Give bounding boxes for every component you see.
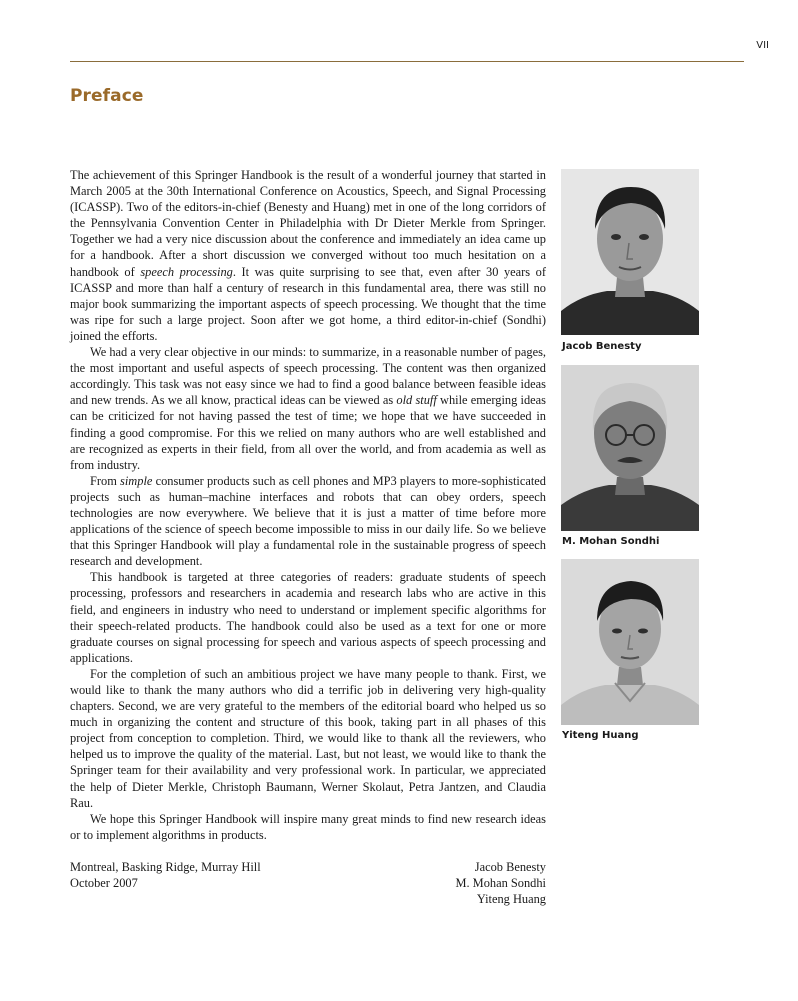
paragraph-6 xyxy=(70,811,546,843)
signoff-names xyxy=(455,859,546,907)
paragraph-4 xyxy=(70,569,546,666)
portrait-image xyxy=(561,365,699,531)
signoff-name: Yiteng Huang xyxy=(476,892,546,907)
preface-body xyxy=(70,167,546,843)
signoff-name: M. Mohan Sondhi xyxy=(455,876,546,891)
portrait-photo xyxy=(561,365,699,531)
text-run: We had a very clear objective in our minds: to summarize, in a reasonable number of pages, the most important and useful aspects of speech processing. The content was then organized accordingly. This task was not easy since we had to find a good balance between feasible ideas and new trends. As we all know, practical ideas can be viewed as xyxy=(70,345,546,408)
paragraph-3 xyxy=(70,473,546,570)
signoff-date: October 2007 xyxy=(70,876,138,891)
page-number: VII xyxy=(756,40,769,51)
emphasis-text: simple xyxy=(120,473,153,488)
text-run: From xyxy=(90,473,121,488)
text-run: For the completion of such an ambitious project we have many people to thank. First, we would like to thank the many authors who did a terrific job in delivering very high-quality chapters. Second, we are very grateful to the members of the editorial board who helped us so much in organizing the content and structure of this book, taking part in all phases of this project from conception to completion. Third, we would like to thank all the reviewers, who helped us to improve the quality of the material. Last, but not least, we would like to thank the Springer team for their availability and very professional work. In particular, we appreciated the help of Dieter Merkle, Christoph Baumann, Werner Skolaut, Petra Jantzen, and Claudia Rau. xyxy=(70,666,546,810)
portrait-caption: M. Mohan Sondhi xyxy=(562,536,660,547)
text-run: We hope this Springer Handbook will inspire many great minds to find new research ideas or to implement algorithms in products. xyxy=(70,811,546,842)
portrait-caption: Jacob Benesty xyxy=(562,341,642,352)
signoff-name: Jacob Benesty xyxy=(474,860,546,874)
portrait-photo xyxy=(561,169,699,335)
text-run: . It was quite surprising to see that, even after 30 years of ICASSP and more than half a century of research in this fundamental area, there was still no major book summarizing the important aspects of speech processing. We thought that the time was ripe for such a large project. Soon after we got home, a third editor-in-chief (Sondhi) joined the efforts. xyxy=(70,264,546,343)
paragraph-2 xyxy=(70,344,546,473)
portrait-photo xyxy=(561,559,699,725)
signoff xyxy=(70,859,546,907)
signoff-place: Montreal, Basking Ridge, Murray Hill xyxy=(70,860,261,874)
text-run: while emerging ideas can be criticized for not having passed the test of time; we hope that we have succeeded in finding a good compromise. For this we relied on many authors who are well established and are recognized as experts in their field, from all over the world, and from academia as well as from industry. xyxy=(70,393,546,472)
emphasis-text: speech processing xyxy=(140,264,233,279)
header-rule xyxy=(70,61,744,62)
paragraph-1 xyxy=(70,167,546,344)
emphasis-text: old stuff xyxy=(396,393,437,408)
section-title: Preface xyxy=(70,86,144,106)
text-run: This handbook is targeted at three categories of readers: graduate students of speech processing, professors and researchers in academia and research labs who are active in this field, and engineers in industry who need to understand or implement specific algorithms for their speech-related products. The handbook could also be used as a text for one or more graduate courses on signal processing for speech and various aspects of speech processing and applications. xyxy=(70,570,546,665)
portrait-image xyxy=(561,559,699,725)
text-run: consumer products such as cell phones and MP3 players to more-sophisticated projects such as human–machine interfaces and robots that can obey orders, speech technologies are now everywhere. We believe that it is just a matter of time before more applications of the science of speech become impossible to miss in our daily life. So we believe that this Springer Handbook will play a fundamental role in the sustainable progress of speech research and development. xyxy=(70,473,546,569)
text-run: The achievement of this Springer Handbook is the result of a wonderful journey that started in March 2005 at the 30th International Conference on Acoustics, Speech, and Signal Processing (ICASSP). Two of the editors-in-chief (Benesty and Huang) met in one of the long corridors of the Pennsylvania Convention Center in Philadelphia with Dr Dieter Merkle from Springer. Together we had a very nice discussion about the conference and immediately an idea came up for a handbook. After a short discussion we converged without too much hesitation on a handbook of xyxy=(70,168,546,279)
signoff-place-date xyxy=(70,859,261,907)
portrait-caption: Yiteng Huang xyxy=(562,730,639,741)
paragraph-5 xyxy=(70,666,546,811)
portrait-image xyxy=(561,169,699,335)
